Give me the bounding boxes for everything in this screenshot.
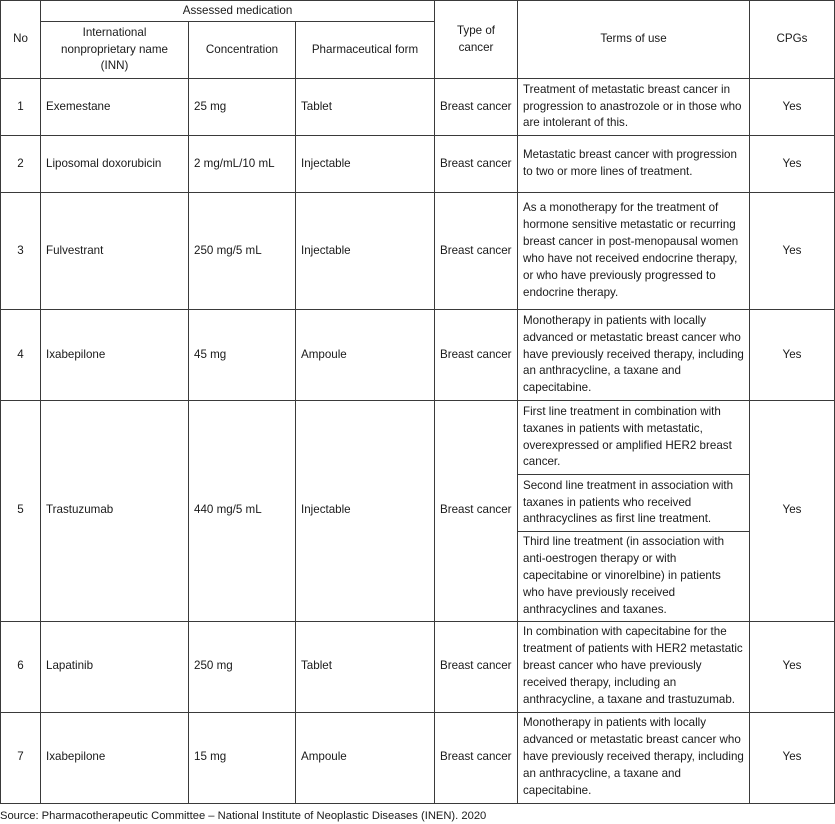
terms-of-use-cell: Second line treatment in association with taxanes in patients who received anthracyclines as first line treatment.	[518, 475, 750, 532]
table-row	[1, 621, 835, 712]
terms-of-use-cell: As a monotherapy for the treatment of hormone sensitive metastatic or recurring breast cancer in post-menopausal women who have not received endocrine therapy, or who have previously progressed to endocrine therapy.	[518, 193, 750, 310]
inn-cell: Ixabepilone	[41, 712, 189, 803]
header-cpgs: CPGs	[750, 1, 835, 79]
cpgs-cell: Yes	[750, 712, 835, 803]
cpgs-cell: Yes	[750, 621, 835, 712]
terms-of-use-cell: First line treatment in combination with taxanes in patients with metastatic, overexpressed or amplified HER2 breast cancer.	[518, 401, 750, 475]
pharmaceutical-form-cell: Tablet	[296, 79, 435, 136]
pharmaceutical-form-cell: Injectable	[296, 193, 435, 310]
table-body	[1, 79, 835, 804]
header-no: No	[1, 1, 41, 79]
concentration-cell: 25 mg	[189, 79, 296, 136]
concentration-cell: 15 mg	[189, 712, 296, 803]
header-inn: International nonproprietary name (INN)	[41, 22, 189, 79]
row-number: 6	[1, 621, 41, 712]
inn-cell: Lapatinib	[41, 621, 189, 712]
inn-cell: Ixabepilone	[41, 310, 189, 401]
concentration-cell: 45 mg	[189, 310, 296, 401]
cpgs-cell: Yes	[750, 310, 835, 401]
pharmaceutical-form-cell: Tablet	[296, 621, 435, 712]
header-terms-of-use: Terms of use	[518, 1, 750, 79]
table-row	[1, 712, 835, 803]
cpgs-cell: Yes	[750, 193, 835, 310]
table-row	[1, 401, 835, 475]
header-assessed-medication: Assessed medication	[41, 1, 435, 22]
cancer-type-cell: Breast cancer	[435, 193, 518, 310]
terms-of-use-cell: Third line treatment (in association with anti-oestrogen therapy or with capecitabine or vinorelbine) in patients who have previously received anthracyclines and taxanes.	[518, 532, 750, 622]
inn-cell: Liposomal doxorubicin	[41, 136, 189, 193]
cpgs-cell: Yes	[750, 401, 835, 622]
concentration-cell: 250 mg	[189, 621, 296, 712]
header-pharmaceutical-form: Pharmaceutical form	[296, 22, 435, 79]
row-number: 5	[1, 401, 41, 622]
row-number: 1	[1, 79, 41, 136]
cpgs-cell: Yes	[750, 79, 835, 136]
source-note: Source: Pharmacotherapeutic Committee – National Institute of Neoplastic Diseases (INEN). 2020	[0, 809, 487, 822]
terms-of-use-cell: Treatment of metastatic breast cancer in progression to anastrozole or in those who are intolerant of this.	[518, 79, 750, 136]
row-number: 7	[1, 712, 41, 803]
terms-of-use-cell: Metastatic breast cancer with progression to two or more lines of treatment.	[518, 136, 750, 193]
cancer-type-cell: Breast cancer	[435, 310, 518, 401]
pharmaceutical-form-cell: Injectable	[296, 136, 435, 193]
inn-cell: Fulvestrant	[41, 193, 189, 310]
terms-of-use-cell: In combination with capecitabine for the treatment of patients with HER2 metastatic breast cancer who have previously received therapy, including an anthracycline, a taxane and trastuzumab.	[518, 621, 750, 712]
cancer-type-cell: Breast cancer	[435, 136, 518, 193]
pharmaceutical-form-cell: Ampoule	[296, 310, 435, 401]
pharmaceutical-form-cell: Ampoule	[296, 712, 435, 803]
concentration-cell: 250 mg/5 mL	[189, 193, 296, 310]
concentration-cell: 440 mg/5 mL	[189, 401, 296, 622]
inn-cell: Trastuzumab	[41, 401, 189, 622]
header-concentration: Concentration	[189, 22, 296, 79]
header-type-of-cancer: Type of cancer	[435, 1, 518, 79]
row-number: 3	[1, 193, 41, 310]
cancer-type-cell: Breast cancer	[435, 712, 518, 803]
terms-of-use-cell: Monotherapy in patients with locally advanced or metastatic breast cancer who have previously received therapy, including an anthracycline, a taxane and capecitabine.	[518, 310, 750, 401]
table-row	[1, 136, 835, 193]
table-row	[1, 79, 835, 136]
row-number: 2	[1, 136, 41, 193]
concentration-cell: 2 mg/mL/10 mL	[189, 136, 296, 193]
cancer-type-cell: Breast cancer	[435, 79, 518, 136]
row-number: 4	[1, 310, 41, 401]
cancer-type-cell: Breast cancer	[435, 621, 518, 712]
terms-of-use-cell: Monotherapy in patients with locally advanced or metastatic breast cancer who have previously received therapy, including an anthracycline, a taxane and capecitabine.	[518, 712, 750, 803]
table-row	[1, 193, 835, 310]
inn-cell: Exemestane	[41, 79, 189, 136]
pharmaceutical-form-cell: Injectable	[296, 401, 435, 622]
cpgs-cell: Yes	[750, 136, 835, 193]
cancer-type-cell: Breast cancer	[435, 401, 518, 622]
table-row	[1, 310, 835, 401]
